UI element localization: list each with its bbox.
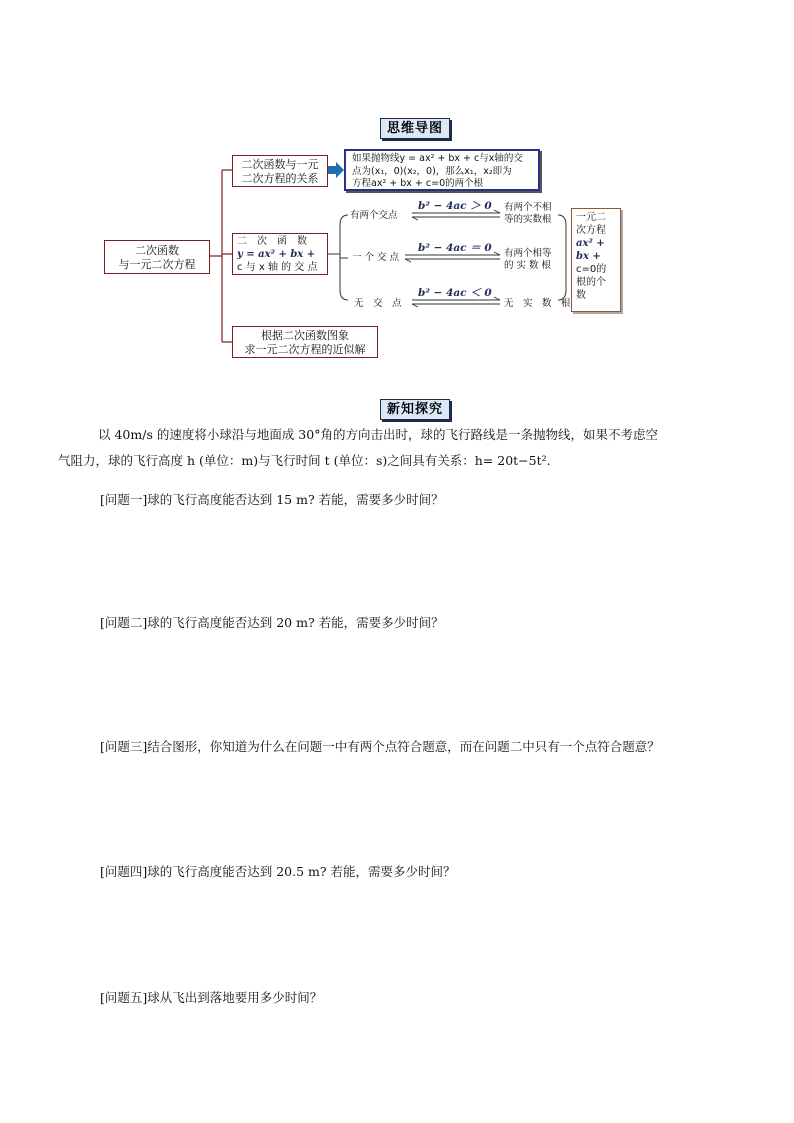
mindmap-title: 思维导图 bbox=[380, 118, 450, 139]
intro-paragraph bbox=[58, 422, 738, 474]
branch-line: y = ax² + bx + bbox=[237, 249, 316, 260]
question-3: [问题三]结合图形，你知道为什么在问题一中有两个点符合题意，而在问题二中只有一个点符合题意？ bbox=[100, 739, 660, 754]
case-condition: b² − 4ac ＝ 0 bbox=[418, 242, 492, 254]
result-line: 次方程 bbox=[576, 225, 606, 236]
mindmap-branch-relation: 二次函数与一元 二次方程的关系 bbox=[232, 155, 328, 187]
result-line: 一元二 bbox=[576, 212, 606, 223]
case-right: 有两个相等 的 实 数 根 bbox=[504, 248, 552, 271]
note-line: 如果抛物线y = ax² + bx + c与x轴的交 bbox=[352, 153, 523, 164]
case-left: 一 个 交 点 bbox=[352, 252, 400, 263]
note-line: 点为(x₁，0)(x₂，0)，那么x₁，x₂即为 bbox=[352, 165, 512, 177]
case-right: 有两个不相 等的实数根 bbox=[504, 202, 552, 225]
case-condition: b² − 4ac ＞ 0 bbox=[418, 200, 492, 212]
mindmap-note-roots bbox=[344, 149, 540, 191]
question-5: [问题五]球从飞出到落地要用多少时间？ bbox=[100, 990, 323, 1005]
question-2: [问题二]球的飞行高度能否达到 20 m? 若能，需要多少时间？ bbox=[100, 615, 444, 630]
result-line: c=0的 bbox=[576, 264, 607, 275]
mindmap-branch-approx: 根据二次函数图象 求一元二次方程的近似解 bbox=[232, 326, 378, 358]
result-line: 根的个 bbox=[576, 277, 606, 288]
branch-line: 二 次 函 数 bbox=[237, 236, 307, 247]
question-4: [问题四]球的飞行高度能否达到 20.5 m? 若能，需要多少时间？ bbox=[100, 864, 456, 879]
note-line: 方程ax² + bx + c=0的两个根 bbox=[352, 178, 484, 189]
case-left: 无 交 点 bbox=[354, 298, 402, 309]
mindmap-branch-intersection bbox=[232, 233, 328, 275]
result-line: ax² + bbox=[576, 238, 605, 249]
case-condition: b² − 4ac ＜ 0 bbox=[418, 287, 492, 299]
branch-line: c 与 x 轴 的 交 点 bbox=[237, 262, 318, 273]
mindmap-root: 二次函数 与一元二次方程 bbox=[104, 240, 210, 274]
mindmap-result bbox=[571, 208, 621, 312]
intro-line: 以 40m/s 的速度将小球沿与地面成 30°角的方向击出时，球的飞行路线是一条抛物线，如果不考虑空 bbox=[98, 427, 658, 442]
case-right: 无 实 数 根 bbox=[504, 298, 571, 309]
case-left: 有两个交点 bbox=[350, 210, 398, 221]
question-1: [问题一]球的飞行高度能否达到 15 m? 若能，需要多少时间？ bbox=[100, 492, 444, 507]
section-title: 新知探究 bbox=[380, 399, 450, 420]
intro-line: 气阻力，球的飞行高度 h (单位：m)与飞行时间 t (单位：s)之间具有关系：h= 20t−5t². bbox=[58, 453, 551, 468]
result-line: bx + bbox=[576, 251, 601, 262]
result-line: 数 bbox=[576, 290, 586, 301]
